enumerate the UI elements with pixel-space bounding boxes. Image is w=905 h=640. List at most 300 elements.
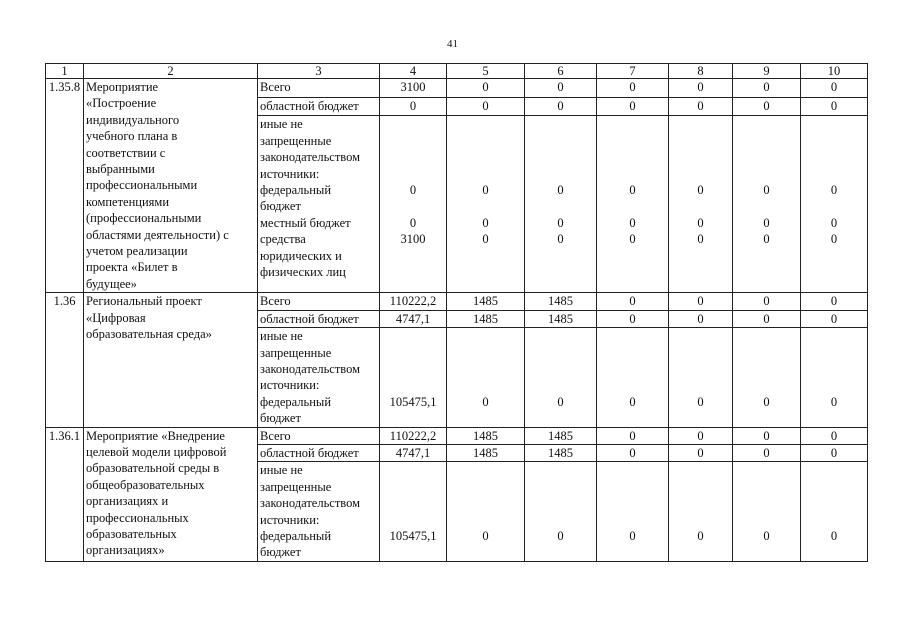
value-text — [671, 328, 730, 344]
funding-source-line: источники: — [260, 512, 320, 527]
value-cell — [525, 97, 597, 116]
value-text — [382, 116, 444, 132]
value-text — [671, 377, 730, 393]
value-text: 0 — [697, 182, 704, 197]
value-text: 0 — [763, 232, 770, 247]
value-cell — [380, 328, 447, 427]
value-text: 0 — [629, 394, 636, 409]
funding-source-line: Всего — [260, 80, 291, 94]
value-cell — [447, 293, 525, 310]
value-text — [735, 544, 798, 560]
value-text: 0 — [830, 232, 838, 247]
value-text — [735, 512, 798, 528]
value-cell — [669, 328, 733, 427]
value-text — [527, 116, 594, 132]
value-text — [671, 149, 730, 165]
value-text: 0 — [482, 80, 489, 94]
value-cell — [801, 462, 868, 561]
value-text — [382, 495, 444, 511]
value-cell — [525, 116, 597, 293]
value-text — [671, 410, 730, 426]
value-text: 0 — [830, 311, 838, 326]
funding-source-line: источники: — [260, 166, 320, 181]
value-text: 0 — [697, 428, 704, 443]
value-text — [803, 410, 865, 426]
section-name-line: «Построение — [86, 96, 157, 111]
value-cell — [669, 310, 733, 327]
value-text — [803, 133, 865, 149]
value-text — [803, 544, 865, 560]
value-text — [527, 149, 594, 165]
value-text: 1485 — [473, 428, 498, 443]
funding-source-line: Всего — [260, 428, 291, 443]
funding-source-line: законодательством — [260, 361, 361, 376]
header-row — [46, 64, 868, 79]
value-text: 1485 — [548, 445, 573, 460]
value-text — [527, 247, 594, 263]
section-name-line: «Цифровая — [86, 310, 146, 325]
funding-source — [258, 462, 380, 561]
value-text — [803, 247, 865, 263]
value-cell — [447, 310, 525, 327]
value-text: 4747,1 — [395, 445, 431, 460]
value-cell — [597, 79, 669, 98]
value-text: 0 — [697, 215, 704, 230]
value-cell — [447, 328, 525, 427]
value-text: 105475,1 — [389, 394, 437, 409]
value-cell — [380, 444, 447, 461]
value-text — [527, 165, 594, 181]
section-name-line: организациях» — [86, 543, 165, 558]
value-text — [449, 133, 522, 149]
value-text — [735, 149, 798, 165]
value-cell — [801, 427, 868, 444]
value-text — [382, 247, 444, 263]
value-text — [803, 116, 865, 132]
value-text — [599, 264, 666, 280]
value-cell — [733, 116, 801, 293]
value-text — [735, 165, 798, 181]
funding-source — [258, 444, 380, 461]
value-text — [671, 133, 730, 149]
value-text — [735, 344, 798, 360]
value-text: 0 — [482, 528, 489, 543]
value-cell — [733, 79, 801, 98]
value-text — [599, 462, 666, 478]
value-text — [735, 198, 798, 214]
value-text — [527, 133, 594, 149]
value-text: 0 — [482, 182, 489, 197]
value-text — [527, 198, 594, 214]
section-name-line: образовательной среды в — [86, 461, 220, 476]
value-text — [382, 149, 444, 165]
value-text — [599, 133, 666, 149]
value-text — [735, 361, 798, 377]
value-text — [449, 544, 522, 560]
value-text — [527, 495, 594, 511]
value-text: 0 — [830, 528, 838, 543]
value-text — [599, 198, 666, 214]
value-text: 0 — [557, 394, 564, 409]
value-text — [527, 462, 594, 478]
value-cell — [525, 293, 597, 310]
section-name-line: образовательных — [86, 526, 177, 541]
value-text: 1485 — [548, 428, 573, 443]
value-text — [735, 377, 798, 393]
value-text — [527, 377, 594, 393]
value-text — [527, 264, 594, 280]
value-text — [599, 495, 666, 511]
value-text — [599, 512, 666, 528]
funding-source-line: Всего — [260, 294, 291, 309]
value-text — [449, 149, 522, 165]
value-text — [527, 544, 594, 560]
value-text — [735, 116, 798, 132]
section-name-line: профессиональными — [86, 178, 198, 193]
value-text — [599, 344, 666, 360]
value-cell — [669, 97, 733, 116]
value-text: 0 — [697, 80, 704, 94]
value-text: 0 — [697, 394, 704, 409]
funding-source-line: иные не — [260, 117, 303, 132]
funding-source-line: бюджет — [260, 199, 301, 214]
value-text: 0 — [482, 394, 489, 409]
section-name-line: Мероприятие — [86, 80, 159, 94]
value-text — [449, 264, 522, 280]
section-number: 1.36 — [46, 293, 84, 427]
section-name-line: соответствии с — [86, 145, 166, 160]
value-cell — [669, 462, 733, 561]
value-cell — [801, 444, 868, 461]
section-name-line: выбранными — [86, 162, 155, 177]
value-text — [671, 264, 730, 280]
value-cell — [447, 79, 525, 98]
table-row — [46, 293, 868, 310]
section-name-line: организациях и — [86, 494, 169, 509]
value-cell — [801, 116, 868, 293]
funding-source-line: местный бюджет — [260, 215, 351, 230]
value-text: 4747,1 — [395, 311, 431, 326]
value-text: 0 — [409, 98, 417, 113]
header-cell: 5 — [447, 64, 525, 79]
value-cell — [669, 444, 733, 461]
value-text: 0 — [557, 80, 564, 94]
table-row — [46, 427, 868, 444]
value-text — [449, 361, 522, 377]
budget-table — [45, 63, 868, 562]
value-text — [382, 328, 444, 344]
value-text: 1485 — [548, 294, 573, 309]
value-text — [449, 495, 522, 511]
value-text — [382, 544, 444, 560]
value-text — [803, 149, 865, 165]
value-text: 0 — [763, 215, 770, 230]
section-name-line: профессиональных — [86, 510, 189, 525]
value-cell — [801, 328, 868, 427]
value-text: 0 — [557, 215, 564, 230]
value-cell — [380, 97, 447, 116]
value-text: 0 — [557, 528, 564, 543]
value-text — [449, 328, 522, 344]
section-name-line: компетенциями — [86, 194, 170, 209]
value-text: 0 — [629, 80, 636, 94]
value-cell — [597, 310, 669, 327]
header-cell: 6 — [525, 64, 597, 79]
value-text — [803, 377, 865, 393]
value-text: 0 — [830, 445, 838, 460]
section-name — [84, 79, 258, 293]
value-text: 1485 — [548, 311, 573, 326]
value-text — [671, 512, 730, 528]
value-text — [735, 133, 798, 149]
value-cell — [597, 328, 669, 427]
value-text — [803, 328, 865, 344]
section-name-line: индивидуального — [86, 112, 180, 127]
value-text — [449, 198, 522, 214]
value-text — [599, 361, 666, 377]
value-text: 0 — [697, 98, 704, 113]
header-cell: 8 — [669, 64, 733, 79]
value-text: 0 — [763, 182, 770, 197]
value-text — [382, 361, 444, 377]
value-cell — [525, 328, 597, 427]
value-text: 0 — [763, 98, 770, 113]
value-text — [449, 344, 522, 360]
section-name — [84, 427, 258, 561]
value-text: 0 — [763, 428, 770, 443]
value-cell — [380, 116, 447, 293]
value-text — [382, 264, 444, 280]
value-text — [803, 462, 865, 478]
value-cell — [380, 462, 447, 561]
section-name-line: областями деятельности) с — [86, 227, 229, 242]
value-text: 0 — [697, 528, 704, 543]
value-text — [599, 247, 666, 263]
value-text: 1485 — [473, 445, 498, 460]
funding-source-line: физических лиц — [260, 264, 346, 279]
value-text — [449, 247, 522, 263]
value-cell — [801, 293, 868, 310]
value-text: 0 — [830, 80, 838, 94]
value-text: 0 — [629, 445, 636, 460]
value-text — [671, 165, 730, 181]
value-text: 0 — [629, 182, 636, 197]
value-text: 1485 — [473, 294, 498, 309]
value-text — [599, 116, 666, 132]
value-cell — [801, 310, 868, 327]
value-text: 3100 — [400, 232, 426, 247]
value-text — [527, 344, 594, 360]
value-text — [671, 344, 730, 360]
value-text: 0 — [629, 528, 636, 543]
value-text — [382, 165, 444, 181]
funding-source-line: запрещенные — [260, 479, 332, 494]
value-text — [527, 479, 594, 495]
section-name-line: Мероприятие «Внедрение — [86, 428, 225, 443]
section-number: 1.36.1 — [46, 427, 84, 561]
value-text — [382, 479, 444, 495]
value-text — [527, 328, 594, 344]
value-text — [671, 544, 730, 560]
value-text: 0 — [409, 182, 417, 197]
funding-source-line: законодательством — [260, 150, 361, 165]
value-text: 0 — [763, 394, 770, 409]
value-text: 0 — [763, 80, 770, 94]
value-cell — [669, 116, 733, 293]
value-text: 0 — [557, 182, 564, 197]
section-name-line: учебного плана в — [86, 129, 178, 144]
value-text: 0 — [697, 294, 704, 309]
value-text: 0 — [830, 215, 838, 230]
value-text — [671, 198, 730, 214]
value-cell — [525, 310, 597, 327]
funding-source-line: источники: — [260, 378, 320, 393]
header-cell: 3 — [258, 64, 380, 79]
value-text — [382, 133, 444, 149]
value-text — [449, 410, 522, 426]
funding-source-line: иные не — [260, 329, 303, 344]
value-cell — [597, 116, 669, 293]
value-text — [449, 462, 522, 478]
funding-source — [258, 328, 380, 427]
value-cell — [447, 116, 525, 293]
value-text: 105475,1 — [389, 528, 437, 543]
funding-source — [258, 116, 380, 293]
value-cell — [597, 293, 669, 310]
value-cell — [525, 79, 597, 98]
value-cell — [733, 444, 801, 461]
value-cell — [525, 462, 597, 561]
value-text — [449, 116, 522, 132]
value-cell — [380, 79, 447, 98]
value-text — [382, 410, 444, 426]
value-cell — [733, 328, 801, 427]
value-text: 0 — [557, 232, 564, 247]
value-text — [803, 512, 865, 528]
value-cell — [447, 427, 525, 444]
header-cell: 10 — [801, 64, 868, 79]
value-text: 0 — [482, 215, 489, 230]
value-text — [671, 479, 730, 495]
funding-source-line: иные не — [260, 463, 303, 478]
funding-source-line: бюджет — [260, 545, 301, 560]
value-text: 110222,2 — [389, 294, 437, 309]
value-text — [599, 149, 666, 165]
section-name-line: образовательная среда» — [86, 327, 212, 342]
value-text — [527, 512, 594, 528]
value-text: 0 — [830, 182, 838, 197]
funding-source-line: областной бюджет — [260, 445, 359, 460]
value-cell — [733, 427, 801, 444]
funding-source-line: законодательством — [260, 496, 361, 511]
value-text: 0 — [629, 215, 636, 230]
funding-source-line: федеральный — [260, 528, 332, 543]
section-name-line: проекта «Билет в — [86, 260, 178, 275]
value-cell — [801, 79, 868, 98]
value-text: 0 — [697, 445, 704, 460]
funding-source — [258, 310, 380, 327]
value-text: 0 — [629, 232, 636, 247]
value-text: 0 — [629, 294, 636, 309]
value-cell — [733, 310, 801, 327]
funding-source-line: федеральный — [260, 394, 332, 409]
value-cell — [380, 293, 447, 310]
value-cell — [669, 79, 733, 98]
funding-source-line: областной бюджет — [260, 98, 359, 113]
value-text — [382, 512, 444, 528]
value-cell — [801, 97, 868, 116]
value-text — [449, 512, 522, 528]
section-name-line: общеобразовательных — [86, 477, 205, 492]
header-cell: 9 — [733, 64, 801, 79]
section-name — [84, 293, 258, 427]
value-text — [803, 344, 865, 360]
funding-source-line: запрещенные — [260, 345, 332, 360]
value-cell — [380, 310, 447, 327]
value-cell — [597, 444, 669, 461]
value-text — [382, 198, 444, 214]
value-cell — [597, 97, 669, 116]
funding-source-line: запрещенные — [260, 133, 332, 148]
value-text: 0 — [830, 428, 838, 443]
value-text — [382, 344, 444, 360]
value-text: 0 — [629, 98, 636, 113]
value-text: 0 — [697, 232, 704, 247]
value-text: 0 — [697, 311, 704, 326]
section-name-line: учетом реализации — [86, 244, 188, 259]
funding-source-line: областной бюджет — [260, 311, 359, 326]
value-text — [803, 165, 865, 181]
value-text — [671, 247, 730, 263]
funding-source-line: федеральный — [260, 182, 332, 197]
value-text — [735, 247, 798, 263]
value-text: 0 — [830, 98, 838, 113]
value-text — [599, 479, 666, 495]
value-text — [803, 198, 865, 214]
value-text — [803, 479, 865, 495]
value-text — [735, 479, 798, 495]
value-text — [382, 462, 444, 478]
value-cell — [597, 427, 669, 444]
value-text: 0 — [830, 294, 838, 309]
value-text — [735, 462, 798, 478]
value-text — [735, 495, 798, 511]
value-text — [449, 165, 522, 181]
value-text — [735, 328, 798, 344]
funding-source — [258, 427, 380, 444]
header-cell: 4 — [380, 64, 447, 79]
value-cell — [597, 462, 669, 561]
value-cell — [733, 97, 801, 116]
value-text — [449, 377, 522, 393]
value-text: 1485 — [473, 311, 498, 326]
header-cell: 7 — [597, 64, 669, 79]
value-text — [671, 462, 730, 478]
value-text: 0 — [830, 394, 838, 409]
value-text — [599, 377, 666, 393]
value-cell — [447, 97, 525, 116]
value-text: 0 — [763, 311, 770, 326]
table-row — [46, 79, 868, 98]
value-text: 3100 — [400, 80, 426, 94]
section-name-line: целевой модели цифровой — [86, 444, 227, 459]
section-name-line: Региональный проект — [86, 294, 202, 309]
value-text: 0 — [763, 528, 770, 543]
value-cell — [733, 293, 801, 310]
value-text: 0 — [482, 98, 489, 113]
section-number: 1.35.8 — [46, 79, 84, 293]
value-text — [599, 410, 666, 426]
